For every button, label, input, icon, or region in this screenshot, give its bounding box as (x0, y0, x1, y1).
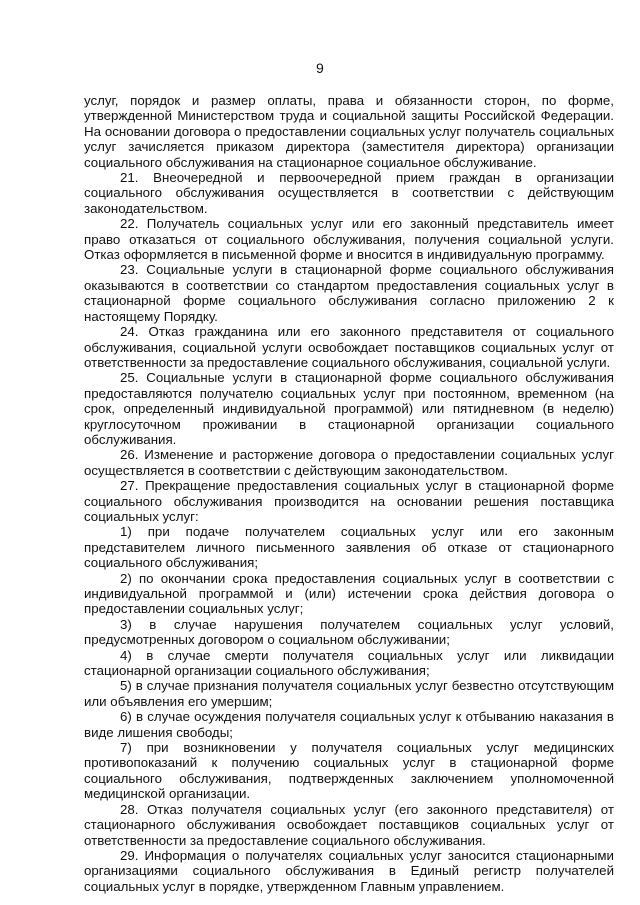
page-number: 9 (316, 60, 324, 76)
paragraph-29: 29. Информация о получателях социальных услуг заносится стационарными организациями социального обслуживания в Единый регистр получателей социальных услуг в порядке, утвержденном Главным управлением. (84, 847, 614, 894)
paragraph-24: 24. Отказ гражданина или его законного представителя от социального обслуживания, социальной услуги освобождает поставщиков социальных услуг от ответственности за предоставление социального обслуживания, социальной услуги. (84, 324, 614, 370)
paragraph-27: 27. Прекращение предоставления социальных услуг в стационарной форме социального обслуживания производится на основании решения поставщика социальных услуг: (84, 478, 614, 524)
paragraph-28: 28. Отказ получателя социальных услуг (его законного представителя) от стационарного обслуживания освобождает поставщиков социальных услуг от ответственности за предоставление социального обслуживания. (84, 801, 614, 848)
paragraph-27-item-5: 5) в случае признания получателя социальных услуг безвестно отсутствующим или объявления его умершим; (84, 678, 614, 709)
paragraph-23: 23. Социальные услуги в стационарной форме социального обслуживания оказываются в соответствии со стандартом предоставления социальных услуг в стационарной форме социального обслуживания согласно приложению 2 к настоящему Порядку. (84, 262, 614, 324)
paragraph-27-item-4: 4) в случае смерти получателя социальных услуг или ликвидации стационарной организации социального обслуживания; (84, 647, 614, 679)
paragraph-26: 26. Изменение и расторжение договора о предоставлении социальных услуг осуществляется в соответствии с действующим законодательством. (84, 447, 614, 478)
paragraph-27-item-3: 3) в случае нарушения получателем социальных услуг условий, предусмотренных договором о социальном обслуживании; (84, 616, 614, 648)
paragraph-27-item-1: 1) при подаче получателем социальных услуг или его законным представителем личного письменного заявления об отказе от стационарного социального обслуживания; (84, 524, 614, 571)
paragraph-27-item-2: 2) по окончании срока предоставления социальных услуг в соответствии с индивидуальной программой и (или) истечении срока действия договора о предоставлении социальных услуг; (84, 570, 614, 617)
paragraph-27-item-6: 6) в случае осуждения получателя социальных услуг к отбыванию наказания в виде лишения свободы; (84, 709, 614, 740)
paragraph-22: 22. Получатель социальных услуг или его законный представитель имеет право отказаться от социального обслуживания, получения социальной услуги. Отказ оформляется в письменной форме и вносится в индивидуальную программу. (84, 216, 614, 263)
paragraph-continuation: услуг, порядок и размер оплаты, права и обязанности сторон, по форме, утвержденной Министерством труда и социальной защиты Российской Федерации. На основании договора о предоставлении социальных услуг получатель социальных услуг зачисляется приказом директора (заместителя директора) организации социального обслуживания на стационарное социальное обслуживание. (84, 93, 614, 170)
paragraph-21: 21. Внеочередной и первоочередной прием граждан в организации социального обслуживания осуществляется в соответствии с действующим законодательством. (84, 170, 614, 216)
paragraph-27-item-7: 7) при возникновении у получателя социальных услуг медицинских противопоказаний к получению социальных услуг в стационарной форме социального обслуживания, подтвержденных заключением уполномоченной медицинской организации. (84, 740, 614, 802)
document-body (84, 93, 614, 894)
paragraph-25: 25. Социальные услуги в стационарной форме социального обслуживания предоставляются получателю социальных услуг при постоянном, временном (на срок, определенный индивидуальной программой) или пятидневном (в неделю) круглосуточном проживании в стационарной организации социального обслуживания. (84, 370, 614, 447)
